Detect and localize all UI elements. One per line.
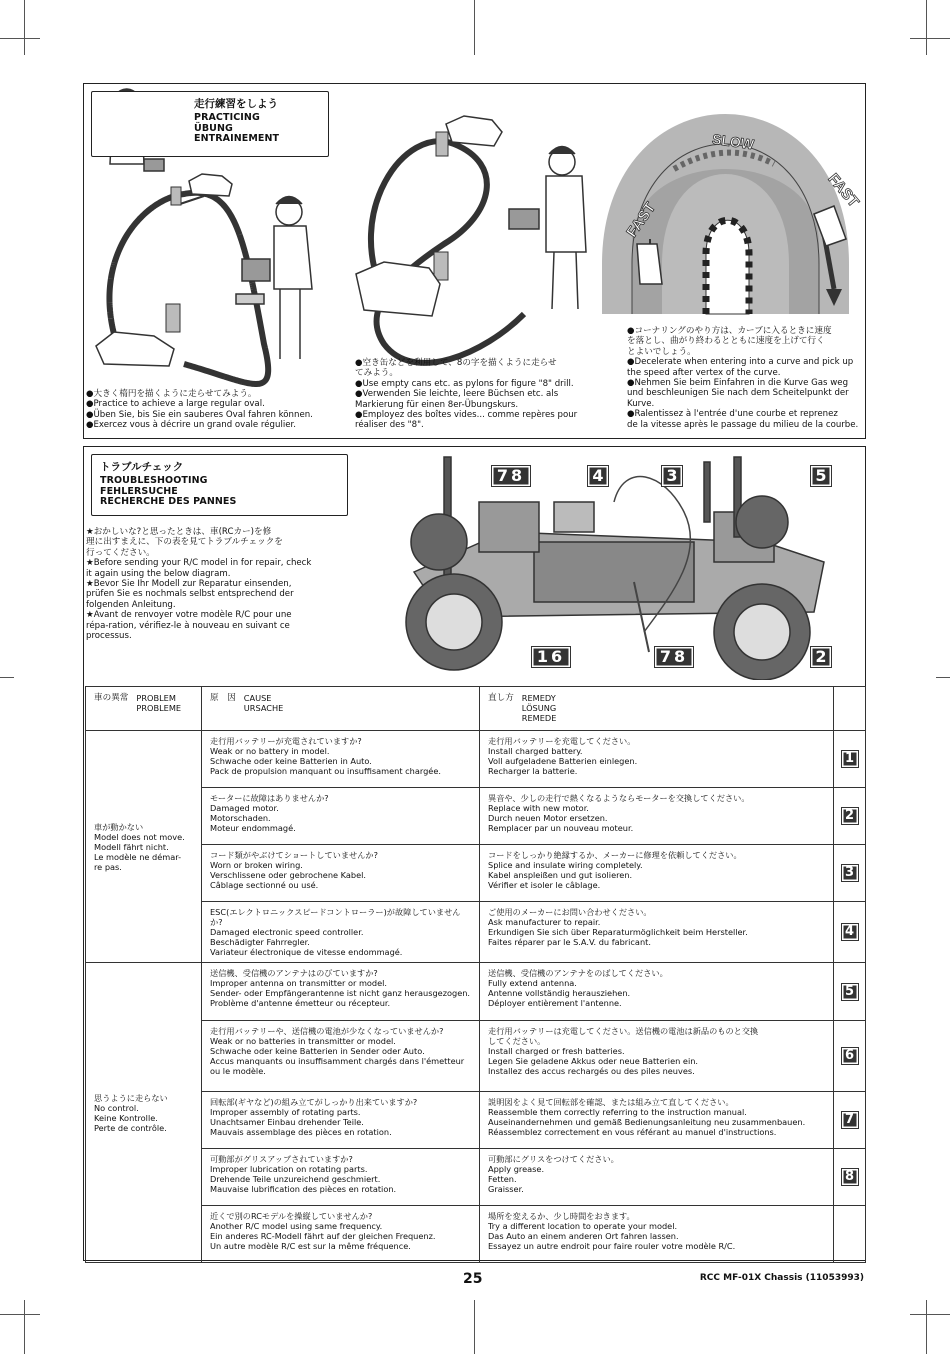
table-row (86, 902, 866, 963)
page-number: 25 (463, 1271, 483, 1287)
table-row (86, 845, 866, 902)
number-header (834, 687, 866, 731)
number-cell (834, 902, 866, 963)
cause-cell: モーターに故障はありませんか? Damaged motor. Motorschaden. Moteur endommagé. (202, 788, 480, 845)
callout-3: 3 (661, 465, 683, 487)
troubleshooting-table (85, 686, 866, 1263)
remedy-cell: 走行用バッテリーは充電してください。送信機の電池は新品のものと交換 してください。 Install charged or fresh batteries. Legen Sie geladene Akkus oder neue Batterien ein. Installez des accus rechargés ou des piles neuves. (480, 1021, 834, 1092)
table-row (86, 731, 866, 788)
number-cell (834, 1092, 866, 1149)
number-cell (834, 1206, 866, 1263)
number-cell (834, 731, 866, 788)
table-row (86, 1206, 866, 1263)
cause-cell: 走行用バッテリーや、送信機の電池が少なくなっていませんか? Weak or no batteries in transmitter or model. Schwache oder keine Batterien in Sender oder Auto. Accus manquants ou insuffisamment chargés dans l'émetteur ou le modèle. (202, 1021, 480, 1092)
number-cell (834, 1021, 866, 1092)
table-row (86, 963, 866, 1021)
table-row (86, 788, 866, 845)
number-cell (834, 845, 866, 902)
chassis-illustration (384, 452, 864, 680)
crop-mark (24, 1300, 25, 1354)
callout-1-6: 16 (531, 646, 571, 668)
curve-caption: ●コーナリングのやり方は、カーブに入るときに速度 を落とし、曲がり終わるとともに速度を上げて行く とよいでしょう。 ●Decelerate when entering into a curve and pick up the speed after vertex of the curve. ●Nehmen Sie beim Einfahren in die Kurve Gas weg und beschleunigen Sie nach dem Scheitelpunkt der Kurve. ●Ralentissez à l'entrée d'une courbe et reprenez de la vitesse après le passage du milieu de la courbe. (627, 326, 859, 430)
fast-right-label: FAST (824, 170, 863, 211)
problem-cell: 思うように走らない No control. Keine Kontrolle. Perte de contrôle. (86, 963, 202, 1263)
table-row (86, 1092, 866, 1149)
table-header (86, 687, 866, 731)
remedy-cell: 送信機、受信機のアンテナをのばしてください。 Fully extend antenna. Antenne vollständig herausziehen. Déployer entièrement l'antenne. (480, 963, 834, 1021)
number-badge: 7 (841, 1111, 859, 1129)
practice-title-jp: 走行練習をしよう (194, 98, 278, 110)
eight-caption: ●空き缶などを利用して、8の字を描くように走らせ てみよう。 ●Use empty cans etc. as pylons for figure "8" drill. ●Verwenden Sie leichte, leere Büchsen etc. als Markierung für einen 8er-Übungskurs. ●Employez des boîtes vides... comme repères pour réaliser des "8". (355, 358, 578, 431)
crop-mark (24, 0, 25, 55)
number-badge: 5 (841, 983, 859, 1001)
crop-mark (0, 677, 14, 678)
cause-cell: 可動部がグリスアップされていますか? Improper lubrication on rotating parts. Drehende Teile unzureichend geschmiert. Mauvaise lubrification des pièces en rotation. (202, 1149, 480, 1206)
number-badge: 6 (841, 1047, 859, 1065)
troubleshoot-title-en: TROUBLESHOOTING (100, 475, 208, 486)
number-badge: 3 (841, 864, 859, 882)
cause-cell: コード類がやぶけてショートしていませんか? Worn or broken wiring. Verschlissene oder gebrochene Kabel. Câblage sectionné ou usé. (202, 845, 480, 902)
number-cell (834, 788, 866, 845)
remedy-cell: 説明図をよく見て回転部を確認、または組み立て直してください。 Reassemble them correctly referring to the instruction manual. Auseinandernehmen und gemäß Bedienungsanleitung neu zusammenbauen. Réassemblez correctement en vous référant au manuel d'instructions. (480, 1092, 834, 1149)
cause-cell: 走行用バッテリーが充電されていますか? Weak or no battery in model. Schwache oder keine Batterien in Auto. Pack de propulsion manquant ou insuffisament chargée. (202, 731, 480, 788)
remedy-cell: 異音や、少しの走行で熱くなるようならモーターを交換してください。 Replace with new motor. Durch neuen Motor ersetzen. Remplacer par un nouveau moteur. (480, 788, 834, 845)
crop-mark (926, 1300, 927, 1354)
cause-cell: 近くで別のRCモデルを操縦していませんか? Another R/C model using same frequency. Ein anderes RC-Modell fährt auf der gleichen Frequenz. Un autre modèle R/C est sur la même fréquence. (202, 1206, 480, 1263)
remedy-cell: ご使用のメーカーにお問い合わせください。 Ask manufacturer to repair. Erkundigen Sie sich über Reparaturmöglichkeit beim Hersteller. Faites réparer par le S.A.V. du fabricant. (480, 902, 834, 963)
number-badge: 8 (841, 1168, 859, 1186)
number-badge: 1 (841, 750, 859, 768)
callout-2: 2 (810, 646, 832, 668)
remedy-cell: 場所を変えるか、少し時間をおきます。 Try a different location to operate your model. Das Auto an einem anderen Ort fahren lassen. Essayez un autre endroit pour faire rouler votre modèle R/C. (480, 1206, 834, 1263)
troubleshoot-title-jp: トラブルチェック (100, 461, 184, 473)
number-badge: 4 (841, 923, 859, 941)
remedy-header: 直し方 REMEDY LÖSUNG REMEDE (480, 687, 834, 731)
remedy-cell: 可動部にグリスをつけてください。 Apply grease. Fetten. Graisser. (480, 1149, 834, 1206)
crop-mark (474, 1300, 475, 1354)
table-row (86, 1021, 866, 1092)
problem-header: 車の異常 PROBLEM PROBLEME (86, 687, 202, 731)
number-cell (834, 963, 866, 1021)
cause-header: 原 因 CAUSE URSACHE (202, 687, 480, 731)
crop-mark (0, 1314, 40, 1315)
crop-mark (926, 0, 927, 55)
crop-mark (936, 677, 950, 678)
fast-left-label: FAST (623, 199, 660, 241)
callout-5: 5 (810, 465, 832, 487)
cause-cell: 回転部(ギヤなど)の組み立てがしっかり出来ていますか? Improper assembly of rotating parts. Unachtsamer Einbau drehender Teile. Mauvais assemblage des pièces en rotation. (202, 1092, 480, 1149)
table-row (86, 1149, 866, 1206)
callout-7-8-top: 78 (491, 465, 531, 487)
remedy-cell: コードをしっかり絶縁するか、メーカーに修理を依頼してください。 Splice and insulate wiring completely. Kabel anspleißen und gut isolieren. Vérifier et isoler le câblage. (480, 845, 834, 902)
crop-mark (474, 0, 475, 55)
troubleshoot-title-fr: RECHERCHE DES PANNES (100, 496, 237, 507)
problem-cell: 車が動かない Model does not move. Modell fährt nicht. Le modèle ne démar- re pas. (86, 731, 202, 963)
crop-mark (910, 1314, 950, 1315)
practice-title-en: PRACTICING (194, 112, 260, 123)
oval-caption: ●大きく楕円を描くように走らせてみよう。 ●Practice to achieve a large regular oval. ●Üben Sie, bis Sie ein sauberes Oval fahren können. ●Exercez vous à décrire un grand ovale régulier. (86, 389, 313, 431)
practice-title-fr: ENTRAINEMENT (194, 133, 280, 144)
practice-title-de: ÜBUNG (194, 122, 233, 134)
callout-7-8-bottom: 78 (654, 646, 694, 668)
crop-mark (0, 38, 40, 39)
slow-label: SLOW (711, 130, 756, 153)
number-cell (834, 1149, 866, 1206)
remedy-cell: 走行用バッテリーを充電してください。 Install charged battery. Voll aufgeladene Batterien einlegen. Recharger la batterie. (480, 731, 834, 788)
model-name: RCC MF-01X Chassis (11053993) (699, 1273, 864, 1283)
practice-panel (83, 83, 866, 439)
number-badge: 2 (841, 807, 859, 825)
troubleshoot-intro: ★おかしいな?と思ったときは、車(RCカー)を修 理に出すまえに、下の表を見てトラブルチェックを 行ってください。 ★Before sending your R/C model in for repair, check it again using the below diagram. ★Bevor Sie Ihr Modell zur Reparatur einsenden, prüfen Sie es nochmals selbst entsprechend der folgenden Anleitung. ★Avant de renvoyer votre modèle R/C pour une répa-ration, vérifiez-le à nouveau en suivant ce processus. (86, 527, 312, 642)
cause-cell: ESC(エレクトロニックスピードコントローラー)が故障していませんか? Damaged electronic speed controller. Beschädigter Fahrregler. Variateur électronique de vitesse endommagé. (202, 902, 480, 963)
troubleshoot-title-de: FEHLERSUCHE (100, 485, 178, 497)
crop-mark (910, 38, 950, 39)
callout-4: 4 (587, 465, 609, 487)
cause-cell: 送信機、受信機のアンテナはのびていますか? Improper antenna on transmitter or model. Sender- oder Empfängerantenne ist nicht ganz herausgezogen. Problème d'antenne émetteur ou récepteur. (202, 963, 480, 1021)
troubleshoot-title-box (91, 454, 348, 516)
